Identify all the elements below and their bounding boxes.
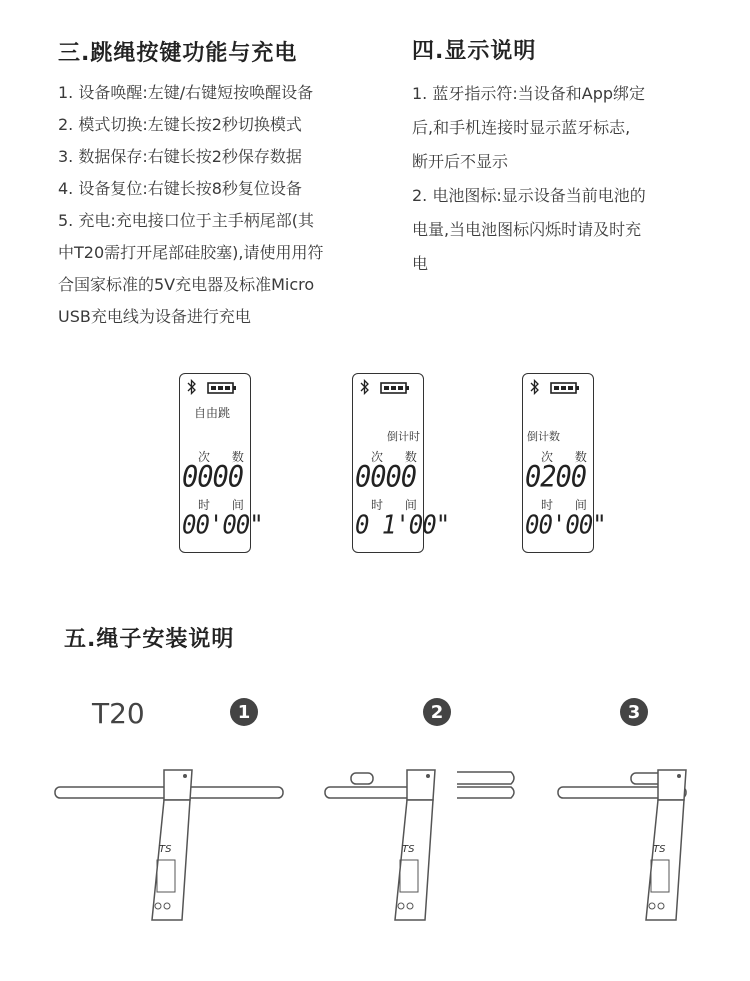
jump-rope-handle-illustration	[323, 760, 558, 925]
function-list	[58, 77, 378, 333]
lcd-display-countdown-count	[522, 373, 606, 553]
list-item: 5. 充电:充电接口位于主手柄尾部(其	[58, 211, 314, 230]
mode-label: 倒计数	[527, 430, 560, 443]
section-title-rope-install: 五.绳子安装说明	[64, 627, 235, 652]
list-item: USB充电线为设备进行充电	[58, 307, 251, 326]
count-value: 0000	[355, 460, 417, 495]
section-title: 三.跳绳按键功能与充电	[58, 41, 298, 66]
count-value: 0000	[182, 460, 244, 495]
battery-icon	[550, 382, 580, 394]
count-label: 次 数	[541, 450, 596, 464]
time-label: 时 间	[541, 498, 596, 512]
time-label: 时 间	[371, 498, 426, 512]
section-display-description	[412, 34, 712, 281]
jump-rope-handle-illustration	[556, 760, 696, 925]
lcd-display-free-jump	[179, 373, 263, 553]
count-label: 次 数	[371, 450, 426, 464]
jump-rope-handle-illustration	[54, 760, 289, 925]
paragraph-line: 1. 蓝牙指示符:当设备和App绑定	[412, 84, 646, 103]
count-value: 0200	[525, 460, 587, 495]
svg-text:TS: TS	[402, 844, 415, 855]
display-description-text	[412, 77, 712, 281]
list-item: 4. 设备复位:右键长按8秒复位设备	[58, 179, 302, 198]
time-label: 时 间	[198, 498, 253, 512]
paragraph-line: 电	[412, 254, 429, 273]
model-label: T20	[92, 697, 145, 730]
list-item: 2. 模式切换:左键长按2秒切换模式	[58, 115, 302, 134]
count-label: 次 数	[198, 450, 253, 464]
battery-icon	[380, 382, 410, 394]
svg-text:TS: TS	[653, 844, 666, 855]
time-value: 0 1'00"	[355, 509, 450, 541]
list-item: 合国家标准的5V充电器及标准Micro	[58, 275, 315, 294]
bluetooth-icon	[360, 379, 369, 395]
section-button-functions	[58, 36, 378, 333]
paragraph-line: 断开后不显示	[412, 152, 509, 171]
svg-text:TS: TS	[159, 844, 172, 855]
time-value: 00'00"	[182, 509, 263, 541]
step-badge-2: 2	[423, 698, 451, 726]
paragraph-line: 后,和手机连接时显示蓝牙标志,	[412, 118, 631, 137]
bluetooth-icon	[187, 379, 196, 395]
list-item: 3. 数据保存:右键长按2秒保存数据	[58, 147, 302, 166]
step-badge-3: 3	[620, 698, 648, 726]
mode-label: 倒计时	[387, 430, 420, 443]
mode-label: 自由跳	[194, 406, 231, 420]
battery-icon	[207, 382, 237, 394]
paragraph-line: 电量,当电池图标闪烁时请及时充	[412, 220, 642, 239]
paragraph-line: 2. 电池图标:显示设备当前电池的	[412, 186, 646, 205]
lcd-display-countdown-time	[352, 373, 450, 553]
bluetooth-icon	[530, 379, 539, 395]
step-badge-1: 1	[230, 698, 258, 726]
time-value: 00'00"	[525, 509, 606, 541]
section-title: 四.显示说明	[412, 39, 537, 64]
list-item: 1. 设备唤醒:左键/右键短按唤醒设备	[58, 83, 314, 102]
list-item: 中T20需打开尾部硅胶塞),请使用用符	[58, 243, 324, 262]
